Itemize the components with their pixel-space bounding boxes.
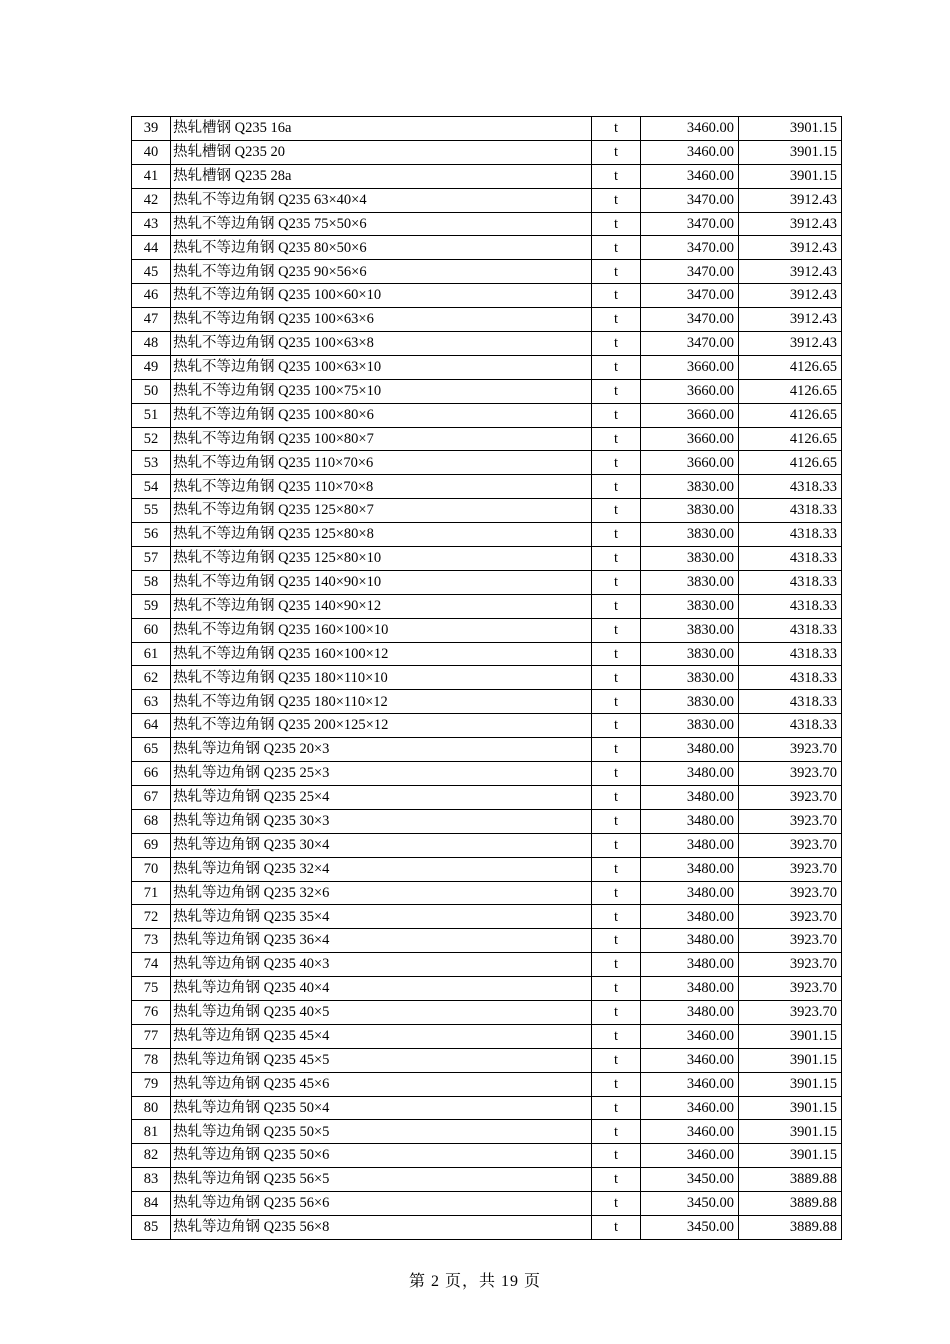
unit-cell: t [592,403,641,427]
table-row [132,762,842,786]
price-b-cell: 3901.15 [739,117,842,141]
price-b-cell: 3901.15 [739,140,842,164]
item-name-cell: 热轧不等边角钢 Q235 160×100×10 [171,618,592,642]
price-a-cell: 3480.00 [641,809,739,833]
table-row [132,332,842,356]
row-number-cell: 79 [132,1072,171,1096]
item-name-cell: 热轧不等边角钢 Q235 80×50×6 [171,236,592,260]
row-number-cell: 42 [132,188,171,212]
price-a-cell: 3480.00 [641,1000,739,1024]
item-name-cell: 热轧槽钢 Q235 20 [171,140,592,164]
row-number-cell: 41 [132,164,171,188]
table-row [132,833,842,857]
price-b-cell: 3912.43 [739,332,842,356]
row-number-cell: 48 [132,332,171,356]
price-table [131,116,842,1240]
price-b-cell: 4126.65 [739,379,842,403]
item-name-cell: 热轧不等边角钢 Q235 180×110×12 [171,690,592,714]
row-number-cell: 39 [132,117,171,141]
table-row [132,905,842,929]
price-b-cell: 3923.70 [739,953,842,977]
item-name-cell: 热轧等边角钢 Q235 20×3 [171,738,592,762]
price-b-cell: 3912.43 [739,260,842,284]
table-row [132,1024,842,1048]
price-b-cell: 3912.43 [739,236,842,260]
unit-cell: t [592,212,641,236]
unit-cell: t [592,953,641,977]
row-number-cell: 59 [132,594,171,618]
price-b-cell: 3923.70 [739,881,842,905]
price-b-cell: 3923.70 [739,785,842,809]
price-b-cell: 3901.15 [739,1048,842,1072]
item-name-cell: 热轧不等边角钢 Q235 180×110×10 [171,666,592,690]
table-row [132,738,842,762]
row-number-cell: 60 [132,618,171,642]
price-b-cell: 3923.70 [739,738,842,762]
table-row [132,475,842,499]
row-number-cell: 75 [132,977,171,1001]
item-name-cell: 热轧等边角钢 Q235 45×5 [171,1048,592,1072]
item-name-cell: 热轧等边角钢 Q235 56×5 [171,1168,592,1192]
price-b-cell: 4318.33 [739,570,842,594]
unit-cell: t [592,499,641,523]
row-number-cell: 57 [132,547,171,571]
price-b-cell: 3923.70 [739,977,842,1001]
table-row [132,809,842,833]
price-a-cell: 3480.00 [641,785,739,809]
price-b-cell: 3923.70 [739,929,842,953]
price-a-cell: 3450.00 [641,1215,739,1239]
table-row [132,451,842,475]
unit-cell: t [592,642,641,666]
unit-cell: t [592,451,641,475]
price-b-cell: 3912.43 [739,188,842,212]
item-name-cell: 热轧等边角钢 Q235 56×8 [171,1215,592,1239]
unit-cell: t [592,260,641,284]
table-row [132,666,842,690]
price-a-cell: 3660.00 [641,355,739,379]
table-row [132,117,842,141]
item-name-cell: 热轧等边角钢 Q235 40×5 [171,1000,592,1024]
table-row [132,929,842,953]
unit-cell: t [592,905,641,929]
unit-cell: t [592,738,641,762]
price-a-cell: 3460.00 [641,1144,739,1168]
price-b-cell: 4126.65 [739,403,842,427]
table-row [132,714,842,738]
unit-cell: t [592,785,641,809]
item-name-cell: 热轧不等边角钢 Q235 140×90×10 [171,570,592,594]
table-row [132,1072,842,1096]
table-row [132,690,842,714]
price-a-cell: 3480.00 [641,953,739,977]
unit-cell: t [592,1168,641,1192]
row-number-cell: 49 [132,355,171,379]
item-name-cell: 热轧等边角钢 Q235 50×5 [171,1120,592,1144]
price-a-cell: 3830.00 [641,666,739,690]
unit-cell: t [592,117,641,141]
item-name-cell: 热轧等边角钢 Q235 30×3 [171,809,592,833]
item-name-cell: 热轧不等边角钢 Q235 63×40×4 [171,188,592,212]
item-name-cell: 热轧槽钢 Q235 16a [171,117,592,141]
unit-cell: t [592,881,641,905]
item-name-cell: 热轧不等边角钢 Q235 140×90×12 [171,594,592,618]
row-number-cell: 70 [132,857,171,881]
price-b-cell: 3912.43 [739,284,842,308]
price-b-cell: 4126.65 [739,355,842,379]
row-number-cell: 77 [132,1024,171,1048]
item-name-cell: 热轧不等边角钢 Q235 100×80×6 [171,403,592,427]
row-number-cell: 83 [132,1168,171,1192]
unit-cell: t [592,547,641,571]
item-name-cell: 热轧等边角钢 Q235 40×4 [171,977,592,1001]
row-number-cell: 52 [132,427,171,451]
item-name-cell: 热轧等边角钢 Q235 56×6 [171,1192,592,1216]
item-name-cell: 热轧不等边角钢 Q235 125×80×7 [171,499,592,523]
price-a-cell: 3480.00 [641,833,739,857]
price-a-cell: 3830.00 [641,594,739,618]
table-row [132,260,842,284]
row-number-cell: 53 [132,451,171,475]
unit-cell: t [592,762,641,786]
item-name-cell: 热轧不等边角钢 Q235 90×56×6 [171,260,592,284]
table-row [132,308,842,332]
table-row [132,212,842,236]
unit-cell: t [592,427,641,451]
item-name-cell: 热轧不等边角钢 Q235 125×80×10 [171,547,592,571]
price-b-cell: 3923.70 [739,762,842,786]
item-name-cell: 热轧等边角钢 Q235 50×4 [171,1096,592,1120]
price-a-cell: 3830.00 [641,570,739,594]
row-number-cell: 62 [132,666,171,690]
price-a-cell: 3470.00 [641,332,739,356]
unit-cell: t [592,690,641,714]
item-name-cell: 热轧不等边角钢 Q235 100×63×10 [171,355,592,379]
table-row [132,1215,842,1239]
unit-cell: t [592,379,641,403]
price-a-cell: 3450.00 [641,1192,739,1216]
price-b-cell: 3912.43 [739,308,842,332]
unit-cell: t [592,618,641,642]
table-row [132,499,842,523]
row-number-cell: 65 [132,738,171,762]
price-b-cell: 4318.33 [739,666,842,690]
table-row [132,1192,842,1216]
table-row [132,1144,842,1168]
unit-cell: t [592,1215,641,1239]
price-a-cell: 3830.00 [641,618,739,642]
row-number-cell: 85 [132,1215,171,1239]
unit-cell: t [592,1120,641,1144]
price-a-cell: 3480.00 [641,977,739,1001]
row-number-cell: 73 [132,929,171,953]
row-number-cell: 45 [132,260,171,284]
row-number-cell: 58 [132,570,171,594]
price-b-cell: 3923.70 [739,905,842,929]
unit-cell: t [592,1048,641,1072]
unit-cell: t [592,977,641,1001]
unit-cell: t [592,1072,641,1096]
unit-cell: t [592,332,641,356]
price-b-cell: 3901.15 [739,1096,842,1120]
price-a-cell: 3460.00 [641,164,739,188]
item-name-cell: 热轧不等边角钢 Q235 110×70×8 [171,475,592,499]
price-b-cell: 4318.33 [739,642,842,666]
item-name-cell: 热轧等边角钢 Q235 45×4 [171,1024,592,1048]
table-row [132,953,842,977]
table-row [132,642,842,666]
item-name-cell: 热轧等边角钢 Q235 25×4 [171,785,592,809]
price-a-cell: 3480.00 [641,929,739,953]
unit-cell: t [592,284,641,308]
unit-cell: t [592,236,641,260]
table-row [132,570,842,594]
price-b-cell: 4318.33 [739,618,842,642]
unit-cell: t [592,188,641,212]
price-a-cell: 3480.00 [641,881,739,905]
price-a-cell: 3660.00 [641,379,739,403]
item-name-cell: 热轧不等边角钢 Q235 100×60×10 [171,284,592,308]
price-b-cell: 3923.70 [739,833,842,857]
price-b-cell: 3889.88 [739,1215,842,1239]
price-a-cell: 3830.00 [641,690,739,714]
table-row [132,857,842,881]
table-row [132,881,842,905]
unit-cell: t [592,308,641,332]
row-number-cell: 44 [132,236,171,260]
table-row [132,1120,842,1144]
unit-cell: t [592,1096,641,1120]
price-b-cell: 4318.33 [739,499,842,523]
row-number-cell: 47 [132,308,171,332]
item-name-cell: 热轧槽钢 Q235 28a [171,164,592,188]
row-number-cell: 66 [132,762,171,786]
item-name-cell: 热轧不等边角钢 Q235 100×75×10 [171,379,592,403]
unit-cell: t [592,355,641,379]
table-row [132,547,842,571]
item-name-cell: 热轧等边角钢 Q235 32×6 [171,881,592,905]
price-b-cell: 4318.33 [739,547,842,571]
table-row [132,164,842,188]
row-number-cell: 84 [132,1192,171,1216]
item-name-cell: 热轧等边角钢 Q235 40×3 [171,953,592,977]
item-name-cell: 热轧不等边角钢 Q235 100×63×6 [171,308,592,332]
unit-cell: t [592,1000,641,1024]
price-a-cell: 3480.00 [641,762,739,786]
price-b-cell: 4126.65 [739,427,842,451]
row-number-cell: 54 [132,475,171,499]
table-row [132,284,842,308]
price-a-cell: 3480.00 [641,738,739,762]
table-row [132,594,842,618]
price-b-cell: 3901.15 [739,1072,842,1096]
table-row [132,379,842,403]
price-a-cell: 3470.00 [641,308,739,332]
price-b-cell: 3923.70 [739,1000,842,1024]
price-b-cell: 3901.15 [739,1144,842,1168]
price-a-cell: 3470.00 [641,212,739,236]
table-row [132,140,842,164]
price-b-cell: 4318.33 [739,523,842,547]
price-a-cell: 3460.00 [641,1120,739,1144]
price-b-cell: 4318.33 [739,594,842,618]
table-row [132,523,842,547]
item-name-cell: 热轧不等边角钢 Q235 200×125×12 [171,714,592,738]
item-name-cell: 热轧等边角钢 Q235 35×4 [171,905,592,929]
price-a-cell: 3460.00 [641,1024,739,1048]
row-number-cell: 78 [132,1048,171,1072]
price-a-cell: 3830.00 [641,714,739,738]
price-b-cell: 4318.33 [739,714,842,738]
price-b-cell: 3912.43 [739,212,842,236]
price-a-cell: 3460.00 [641,1048,739,1072]
row-number-cell: 63 [132,690,171,714]
price-a-cell: 3660.00 [641,451,739,475]
price-a-cell: 3470.00 [641,188,739,212]
table-row [132,403,842,427]
price-b-cell: 4318.33 [739,475,842,499]
price-a-cell: 3470.00 [641,284,739,308]
price-b-cell: 3889.88 [739,1168,842,1192]
table-row [132,236,842,260]
price-a-cell: 3460.00 [641,140,739,164]
row-number-cell: 64 [132,714,171,738]
price-b-cell: 3901.15 [739,1024,842,1048]
row-number-cell: 55 [132,499,171,523]
unit-cell: t [592,594,641,618]
row-number-cell: 82 [132,1144,171,1168]
item-name-cell: 热轧等边角钢 Q235 30×4 [171,833,592,857]
price-b-cell: 3901.15 [739,164,842,188]
row-number-cell: 72 [132,905,171,929]
price-a-cell: 3480.00 [641,905,739,929]
item-name-cell: 热轧等边角钢 Q235 36×4 [171,929,592,953]
table-row [132,355,842,379]
table-row [132,1096,842,1120]
table-row [132,785,842,809]
row-number-cell: 69 [132,833,171,857]
price-b-cell: 4126.65 [739,451,842,475]
item-name-cell: 热轧不等边角钢 Q235 125×80×8 [171,523,592,547]
unit-cell: t [592,1024,641,1048]
price-a-cell: 3450.00 [641,1168,739,1192]
price-a-cell: 3660.00 [641,403,739,427]
table-row [132,1048,842,1072]
price-a-cell: 3480.00 [641,857,739,881]
price-a-cell: 3830.00 [641,547,739,571]
item-name-cell: 热轧不等边角钢 Q235 100×80×7 [171,427,592,451]
table-row [132,1168,842,1192]
price-b-cell: 3901.15 [739,1120,842,1144]
item-name-cell: 热轧等边角钢 Q235 25×3 [171,762,592,786]
price-a-cell: 3460.00 [641,117,739,141]
price-a-cell: 3830.00 [641,475,739,499]
table-row [132,1000,842,1024]
table-row [132,427,842,451]
unit-cell: t [592,809,641,833]
row-number-cell: 61 [132,642,171,666]
unit-cell: t [592,475,641,499]
unit-cell: t [592,1192,641,1216]
unit-cell: t [592,164,641,188]
row-number-cell: 46 [132,284,171,308]
row-number-cell: 43 [132,212,171,236]
row-number-cell: 40 [132,140,171,164]
table-row [132,977,842,1001]
item-name-cell: 热轧等边角钢 Q235 50×6 [171,1144,592,1168]
unit-cell: t [592,523,641,547]
row-number-cell: 50 [132,379,171,403]
price-a-cell: 3460.00 [641,1096,739,1120]
row-number-cell: 81 [132,1120,171,1144]
item-name-cell: 热轧等边角钢 Q235 32×4 [171,857,592,881]
unit-cell: t [592,570,641,594]
item-name-cell: 热轧不等边角钢 Q235 110×70×6 [171,451,592,475]
item-name-cell: 热轧不等边角钢 Q235 75×50×6 [171,212,592,236]
table-row [132,188,842,212]
row-number-cell: 68 [132,809,171,833]
unit-cell: t [592,666,641,690]
price-a-cell: 3830.00 [641,642,739,666]
row-number-cell: 71 [132,881,171,905]
price-a-cell: 3830.00 [641,499,739,523]
price-a-cell: 3830.00 [641,523,739,547]
price-b-cell: 3889.88 [739,1192,842,1216]
unit-cell: t [592,857,641,881]
item-name-cell: 热轧不等边角钢 Q235 100×63×8 [171,332,592,356]
price-a-cell: 3470.00 [641,260,739,284]
unit-cell: t [592,714,641,738]
price-table-body [132,117,842,1240]
item-name-cell: 热轧不等边角钢 Q235 160×100×12 [171,642,592,666]
unit-cell: t [592,833,641,857]
row-number-cell: 56 [132,523,171,547]
price-b-cell: 4318.33 [739,690,842,714]
row-number-cell: 80 [132,1096,171,1120]
item-name-cell: 热轧等边角钢 Q235 45×6 [171,1072,592,1096]
table-row [132,618,842,642]
row-number-cell: 76 [132,1000,171,1024]
price-b-cell: 3923.70 [739,857,842,881]
unit-cell: t [592,929,641,953]
row-number-cell: 74 [132,953,171,977]
page-footer: 第 2 页，共 19 页 [408,1273,541,1290]
price-a-cell: 3470.00 [641,236,739,260]
row-number-cell: 67 [132,785,171,809]
price-b-cell: 3923.70 [739,809,842,833]
unit-cell: t [592,140,641,164]
unit-cell: t [592,1144,641,1168]
row-number-cell: 51 [132,403,171,427]
price-a-cell: 3460.00 [641,1072,739,1096]
price-a-cell: 3660.00 [641,427,739,451]
